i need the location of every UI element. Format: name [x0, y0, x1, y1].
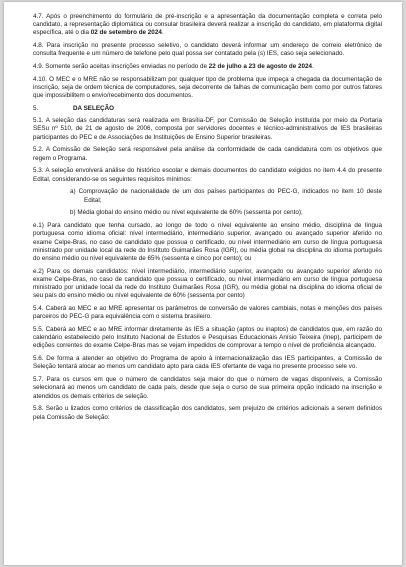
paragraph-4-9 — [33, 63, 382, 71]
paragraph-4-8: 4.8. Para inscrição no presente processo seletivo, o candidato deverá informar um endereço de correio eletrônico de consulta frequente e um número de telefone pelo qual possa ser contatado pela (s) IES, caso seja selecionado. — [33, 42, 382, 58]
paragraph-e1: e.1) Para candidato que tenha cursado, ao longo de todo o nível equivalente ao ensino médio, disciplina de língua portuguesa como idioma oficial: nível intermediário, intermediário superior, avançado ou avançado superior aferido no exame Celpe-Bras, no caso de candidato que possua o certificado, ou nível intermediário em curso de língua portuguesa ministrado por unidade local da rede do Instituto Guimarães Rosa (IGR), ou média global na disciplina do idioma português do ensino médio ou nível equivalente de 65% (sessenta e cinco por cento); ou — [33, 222, 382, 262]
paragraph-text: . — [161, 29, 164, 37]
paragraph-5-2: 5.2. A Comissão de Seleção será responsável pela análise da conformidade de cada candidatura com os objetivos que regem o Programa. — [33, 146, 382, 162]
requirement-b: b) Média global do ensino médio ou nível equivalente de 60% (sessenta por cento); — [70, 209, 303, 217]
paragraph-5-8: 5.8. Serão u lizados como critérios de classificação dos candidatos, sem prejuízo de critérios adicionais a serem definidos pela Comissão de Seleção: — [33, 405, 382, 421]
paragraph-5-3: 5.3. A seleção envolverá análise do histórico escolar e demais documentos do candidato exigidos no item 4.4 do presente Edital, considerando-se os seguintes requisitos mínimos: — [33, 167, 382, 183]
paragraph-text: . — [311, 63, 314, 71]
paragraph-5-7: 5.7. Para os cursos em que o número de candidatos seja maior do que o número de vagas disponíveis, a Comissão selecionará ao menos um candidato de cada país, desde que seja o curso de sua primeira opção indicado na inscrição e atendidos os demais critérios de seleção. — [33, 376, 382, 400]
paragraph-5-5: 5.5. Caberá ao MEC e ao MRE informar diretamente às IES a situação (aptos ou inaptos) de candidatos que, em razão do calendário estabelecido pelo Instituto Nacional de Estudos e Pesquisas Educacionais Anísio Teixeira (Inep), participem de edições correntes do exame Celpe-Bras mas se vejam impedidos de comprovar a tempo o nível de proficiência alcançado. — [33, 326, 382, 350]
paragraph-4-7 — [33, 13, 382, 37]
paragraph-text: 4.9. Somente serão aceitas inscrições enviadas no período de — [33, 63, 209, 71]
registration-period: 22 de julho a 23 de agosto de 2024 — [208, 63, 312, 71]
document-body — [33, 13, 382, 426]
paragraph-text: 4.7. Após o preenchimento do formulário de pré-inscrição e a apresentação da documentação completa e correta pelo candidato, a representação diplomática ou consular brasileira deverá realizar a inscrição do candidato, em plataforma digital específica, até o dia — [33, 13, 382, 37]
section-number: 5. — [33, 105, 39, 113]
section-heading — [33, 105, 382, 113]
paragraph-5-1: 5.1. A seleção das candidaturas será realizada em Brasília-DF, por Comissão de Seleção instituída por meio da Portaria SESu nº 510, de 21 de agosto de 2006, composta por servidores docentes e técnico-administrativos de IES brasileiras participantes do PEC e de Associações de Instituições de Ensino Superior brasileiras. — [33, 117, 382, 141]
paragraph-4-10: 4.10. O MEC e o MRE não se responsabilizam por qualquer tipo de problema que impeça a chegada da documentação de inscrição, seja de ordem técnica de computadores, seja decorrente de falhas de comunicação bem como por outros fatores que impossibilitem o envio/recebimento dos documentos. — [33, 76, 382, 100]
deadline-date: 02 de setembro de 2024 — [90, 29, 162, 37]
requirement-a: a) Comprovação de nacionalidade de um dos países participantes do PEC-G, indicados no item 10 deste Edital; — [70, 188, 382, 204]
paragraph-5-4: 5.4. Caberá ao MEC e ao MRE apresentar os parâmetros de conversão de valores cambiais, notas e menções dos países parceiros do PEC-G para equivalência com o sistema brasileiro. — [33, 305, 382, 321]
paragraph-e2: e.2) Para os demais candidatos: nível intermediário, intermediário superior, avançado ou avançado superior aferido no exame Celpe-Bras, no caso de candidato que possua o certificado, ou nível intermediário em curso de língua portuguesa ministrado por unidade local da rede do Instituto Guimarães Rosa (IGR), ou média global na disciplina do idioma oficial de seu país do ensino médio ou nível equivalente de 60% (sessenta por cento) — [33, 267, 382, 300]
section-title: DA SELEÇÃO — [73, 105, 115, 113]
document-page — [4, 2, 402, 565]
paragraph-5-6: 5.6. De forma a atender ao objetivo do Programa de apoio à internacionalização das IES participantes, a Comissão de Seleção tentará alocar ao menos um candidato apto para cada IES ofertante de vaga no presente processo sele vo. — [33, 355, 382, 371]
